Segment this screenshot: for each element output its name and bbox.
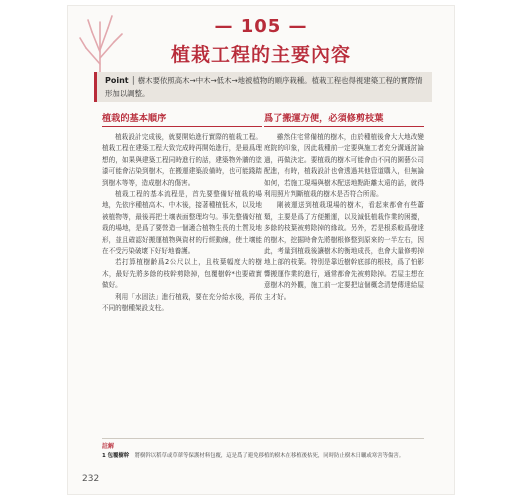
- left-paragraph: 若打算植樹齡爲2公尺以上，且枝葉幅度大的樹木，最好先將多餘的枝幹剪除掉，包覆樹幹*也要確實做好。: [102, 258, 262, 290]
- footnote-entry: [102, 452, 424, 461]
- footnote-text: 將樹幹以稻草或草蓆等保護材料包覆，這是爲了避免移植的樹木在移植後枯死，同時防止樹木日曬或寒害等傷害。: [134, 452, 405, 459]
- point-text: 樹木要依照高木→中木→低木→地被植物的順序栽種。植栽工程也得視建築工程的實際情形加以調整。: [105, 76, 423, 98]
- left-column: [102, 110, 262, 315]
- page-title: 植栽工程的主要內容: [170, 44, 351, 66]
- point-summary-box: [94, 72, 432, 102]
- point-divider: │: [128, 76, 138, 85]
- right-paragraph: 雖然住宅常備植的樹木，由於種植後會大大地改變庭院的印象，因此栽種前一定要與施工者充分溝通討論過，再做決定。要植栽的樹木可能會由不同的園藝公司配進，有時，植栽設計也會透過其他管道購入，但無論如何，若施工現場與樹木配送地點距離太遠的話，就得利用照片判斷植栽的樹木是否符合所需。: [264, 133, 424, 199]
- section-number: — 105 —: [214, 16, 308, 37]
- footnote-term: 1 包覆樹幹: [102, 452, 130, 459]
- left-paragraph: 植栽工程的基本流程是，首先要整備好植栽的場地，先依序種植高木、中木後，接著種植低木，以及地被植物等，最後再把土壤表面整理均勻。事先整備好植栽的場地，是爲了要營造一個適合植物生長的土質及地形，並且確認好搬運植物與資材的行經動線，使土壤能在不受污染破壞下好好地養護。: [102, 190, 262, 256]
- point-label: Point: [105, 76, 129, 85]
- left-paragraph: 植栽設計完成後，就要開始進行實際的植栽工程。植栽工程在建築工程大致完成時再開始進行，是最爲理想的，如果與建築工程同時進行的話，建築物外牆的塗漆可能會沾染到樹木，在搬運建築設備時，也可能踐踏到樹木等等，造成樹木的傷害。: [102, 133, 262, 187]
- right-column-heading: 爲了搬運方便，必須修剪枝葉: [264, 110, 424, 127]
- footnote: [102, 438, 424, 460]
- left-column-heading: 植栽的基本順序: [102, 110, 262, 127]
- right-paragraph: 剛被運送到植栽現場的樹木，看起來都會有些蕭頹，主要是爲了方便搬運，以及減低植栽作業的困擾，多餘的枝葉被剪除掉的緣故。另外，若是根系較爲發達的樹木，挖掘時會先將樹根修整到原來的一半左右，因此，考量到植栽後讓樹木的衡地成長，也會大量修剪掉地上部的枝葉。特別是靠近樹幹底部的根枝，爲了怕影響搬運作業的進行，通常都會先被剪除掉。若屋主想在意樹木的外觀，施工前一定要把這個概念清楚傳達給屋主才好。: [264, 201, 424, 301]
- right-column: [264, 110, 424, 303]
- left-paragraph: 利用「水固法」進行植栽，要在充分給水後，再依不同的樹種架設支柱。: [102, 292, 262, 313]
- footnote-heading: 註解: [102, 443, 115, 450]
- book-page: [68, 6, 454, 494]
- page-number: 232: [82, 474, 100, 484]
